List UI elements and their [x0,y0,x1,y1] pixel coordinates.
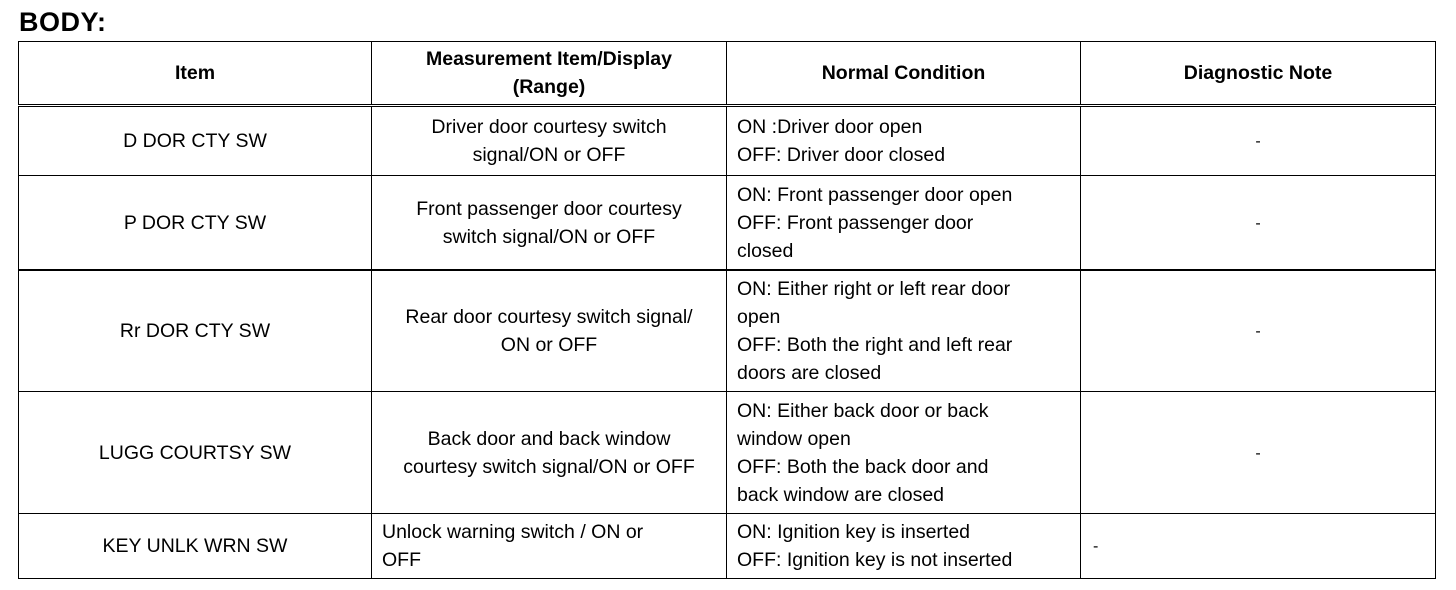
measurement-cell [372,270,727,392]
normal-line: back window are closed [737,483,945,506]
normal-line: ON: Front passenger door open [737,183,1013,206]
diagnostic-note-cell [1081,514,1436,579]
measurement-line: Unlock warning switch / ON or [382,521,644,543]
note-dash: - [1255,444,1261,462]
measurement-line: switch signal/ON or OFF [442,225,656,248]
measurement-line: Driver door courtesy switch [431,116,667,138]
normal-line: ON: Either back door or back [737,399,989,422]
measurement-cell [372,514,727,579]
normal-condition-cell [727,392,1081,514]
table-row [19,392,1436,514]
normal-line: open [737,306,781,328]
table-row [19,176,1436,271]
normal-line: OFF: Ignition key is not inserted [737,549,1013,571]
note-dash: - [1255,133,1261,150]
table-row [19,514,1436,579]
item-cell: LUGG COURTSY SW [19,392,372,514]
column-header-measurement-line1: Measurement Item/Display [425,48,672,70]
note-dash: - [1255,214,1261,232]
diagnostic-note-cell [1081,270,1436,392]
item-cell: P DOR CTY SW [19,176,372,271]
diagnostic-note-cell [1081,176,1436,271]
measurement-line: Front passenger door courtesy [416,197,682,220]
normal-line: ON :Driver door open [737,116,923,138]
measurement-cell [372,392,727,514]
item-cell: KEY UNLK WRN SW [19,514,372,579]
normal-line: ON: Ignition key is inserted [737,521,971,543]
measurement-line: Rear door courtesy switch signal/ [405,306,693,328]
normal-condition-cell [727,514,1081,579]
item-cell: D DOR CTY SW [19,106,372,176]
diagnostic-note-cell [1081,392,1436,514]
normal-line: OFF: Driver door closed [737,144,946,166]
table-row [19,270,1436,392]
normal-condition-cell [727,176,1081,271]
measurement-cell [372,106,727,176]
note-dash: - [1255,323,1261,340]
measurement-line: courtesy switch signal/ON or OFF [403,455,695,478]
table-header-row [19,42,1436,106]
normal-line: closed [737,239,794,262]
measurement-line: OFF [382,549,421,571]
normal-line: window open [737,427,851,450]
column-header-normal-condition: Normal Condition [727,42,1081,106]
column-header-item: Item [19,42,372,106]
measurement-line: ON or OFF [500,334,598,356]
column-header-diagnostic-note: Diagnostic Note [1081,42,1436,106]
normal-line: OFF: Both the right and left rear [737,334,1013,356]
note-dash: - [1093,538,1099,555]
measurement-line: signal/ON or OFF [472,144,626,166]
table-row [19,106,1436,176]
data-list-table [18,41,1436,579]
column-header-measurement-line2: (Range) [512,76,586,98]
normal-line: OFF: Front passenger door [737,211,974,234]
item-cell: Rr DOR CTY SW [19,270,372,392]
diagnostic-note-cell [1081,106,1436,176]
column-header-measurement [372,42,727,106]
normal-line: ON: Either right or left rear door [737,278,1011,300]
normal-line: OFF: Both the back door and [737,455,989,478]
normal-condition-cell [727,270,1081,392]
measurement-line: Back door and back window [427,427,671,450]
section-heading: BODY: [19,7,107,37]
normal-condition-cell [727,106,1081,176]
measurement-cell [372,176,727,271]
normal-line: doors are closed [737,362,882,384]
